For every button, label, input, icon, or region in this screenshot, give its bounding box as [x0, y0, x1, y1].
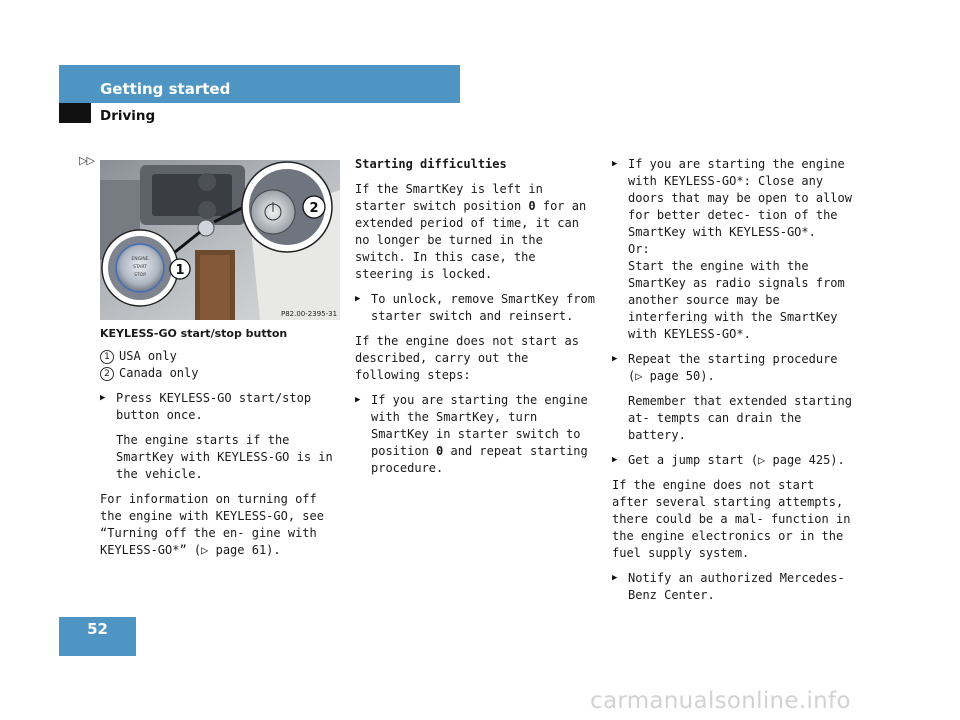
legend-num: 2: [100, 367, 114, 381]
column-1: [100, 325, 340, 567]
watermark: carmanualsonline.info: [590, 688, 851, 714]
callout-1: 1: [175, 263, 185, 278]
bullet-text: Press KEYLESS-GO start/stop button once.: [116, 391, 312, 422]
button-text-3: STOP: [134, 273, 146, 278]
bullet-item: [355, 291, 600, 325]
paragraph: If the engine does not start as described, carry out the following steps:: [355, 334, 579, 382]
continued-icon: ▷▷: [79, 154, 94, 167]
section-title: Getting started: [100, 80, 231, 98]
bullet-item: [612, 452, 857, 469]
legend-text: Canada only: [119, 366, 199, 380]
keyless-go-photo: [100, 160, 340, 320]
bullet-text: Notify an authorized Mercedes-Benz Center.: [628, 571, 845, 602]
bullet-item: [612, 570, 857, 604]
paragraph: If the SmartKey is left in starter switch position 0 for an extended period of time, it can no longer be turned in the switch. In this case, the steering is locked.: [355, 182, 587, 281]
paragraph: If the engine does not start after several starting attempts, there could be a mal- function in the engine electronics or in the fuel supply system.: [612, 478, 851, 560]
subsection-title: Driving: [100, 108, 156, 124]
bullet-icon: ▶: [612, 455, 618, 465]
bullet-item: [100, 390, 340, 424]
legend-item-2: [100, 365, 340, 382]
bullet-item: [355, 392, 600, 477]
note-text: The engine starts if the SmartKey with KEYLESS-GO is in the vehicle.: [116, 433, 333, 481]
column-3: [612, 156, 857, 612]
note-text: Remember that extended starting at- tempts can drain the battery.: [628, 394, 852, 442]
bullet-item: [612, 156, 857, 343]
button-text-1: ENGINE: [131, 257, 149, 262]
legend-num: 1: [100, 350, 114, 364]
bullet-icon: ▶: [612, 159, 618, 169]
column-2: [355, 156, 600, 485]
figure-code: P82.00-2395-31: [281, 310, 338, 318]
legend-text: USA only: [119, 349, 177, 363]
bullet-icon: ▶: [612, 573, 618, 583]
bullet-text: Get a jump start (▷ page 425).: [628, 453, 845, 467]
legend-item-1: [100, 348, 340, 365]
bullet-icon: ▶: [612, 354, 618, 364]
callout-2: 2: [309, 201, 319, 216]
header-marker: [59, 103, 91, 123]
figure-caption: KEYLESS-GO start/stop button: [100, 327, 288, 340]
page-number: 52: [87, 620, 108, 638]
bullet-text: To unlock, remove SmartKey from starter switch and reinsert.: [371, 292, 595, 323]
bullet-icon: ▶: [355, 294, 361, 304]
button-text-2: START: [133, 265, 147, 270]
bullet-icon: ▶: [100, 393, 106, 403]
bullet-text: If you are starting the engine with the SmartKey, turn SmartKey in starter switch to position 0 and repeat starting procedure.: [371, 393, 588, 475]
paragraph: For information on turning off the engine with KEYLESS-GO, see “Turning off the en- gine with KEYLESS-GO*” (▷ page 61).: [100, 492, 324, 557]
bullet-text: If you are starting the engine with KEYLESS-GO*: Close any doors that may be open to allow for better detec- tion of the SmartKey with KEYLESS-GO*. Or: Start the engine with the SmartKey as radio signals from another source may be interfering with the SmartKey with KEYLESS-GO*.: [628, 157, 852, 341]
bullet-text: Repeat the starting procedure (▷ page 50).: [628, 352, 838, 383]
bullet-icon: ▶: [355, 395, 361, 405]
bullet-item: [612, 351, 857, 385]
section-heading: Starting difficulties: [355, 157, 507, 171]
